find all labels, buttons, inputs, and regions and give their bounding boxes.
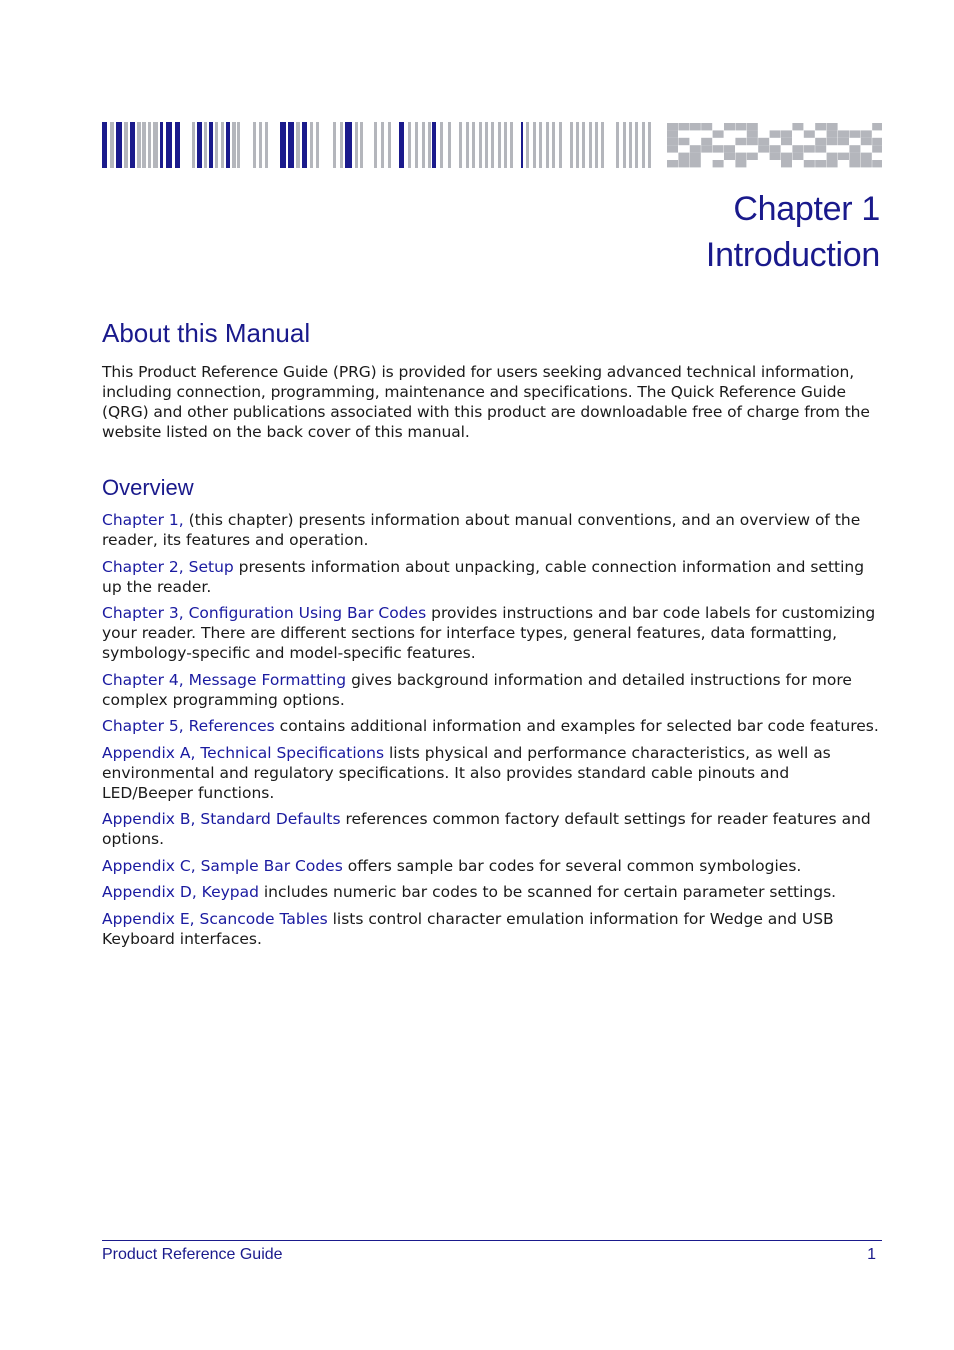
overview-item-text: gives background information and detailed instructions for more complex programming options. — [102, 670, 852, 709]
overview-item-link[interactable]: Chapter 4, Message Formatting — [102, 670, 347, 689]
overview-item — [102, 882, 882, 902]
overview-item-link[interactable]: Appendix E, Scancode Tables — [102, 909, 328, 928]
barcode-banner-graphic — [102, 122, 882, 168]
overview-item-text: lists control character emulation information for Wedge and USB Keyboard interfaces. — [102, 909, 834, 948]
overview-item — [102, 856, 882, 876]
about-heading: About this Manual — [102, 318, 311, 348]
barcode-banner-icon — [102, 122, 882, 168]
chapter-heading — [706, 186, 880, 278]
overview-item — [102, 670, 882, 710]
overview-item-text: provides instructions and bar code labels for customizing your reader. There are different sections for interface types, general features, data formatting, symbology-specific and model-specific features. — [102, 604, 876, 662]
overview-item-text: (this chapter) presents information about manual conventions, and an overview of the reader, its features and operation. — [102, 511, 861, 549]
overview-item-text: includes numeric bar codes to be scanned for certain parameter settings. — [258, 883, 837, 901]
overview-item — [102, 603, 882, 663]
overview-item-link[interactable]: Chapter 2, Setup — [102, 557, 234, 576]
overview-item — [102, 557, 882, 597]
overview-item-link[interactable]: Appendix D, Keypad — [102, 883, 259, 901]
overview-item — [102, 716, 882, 736]
overview-item-link[interactable]: Appendix B, Standard Defaults — [102, 810, 341, 828]
overview-item-link[interactable]: Chapter 3, Configuration Using Bar Codes — [102, 604, 427, 622]
overview-item-text: contains additional information and examples for selected bar code features. — [274, 717, 879, 735]
overview-item-link[interactable]: Appendix C, Sample Bar Codes — [102, 856, 343, 875]
overview-list — [102, 510, 882, 949]
overview-heading: Overview — [102, 475, 194, 500]
overview-item — [102, 909, 882, 949]
main-content — [102, 312, 882, 955]
overview-item-text: lists physical and performance characteristics, as well as environmental and regulatory specifications. It also provides standard cable pinouts and LED/Beeper functions. — [102, 743, 831, 802]
page-number: 1 — [867, 1246, 876, 1263]
about-body: This Product Reference Guide (PRG) is provided for users seeking advanced technical information, including connection, programming, maintenance and specifications. The Quick Reference Guide (QRG) and other publications associated with this product are downloadable free of charge from the website listed on the back cover of this manual. — [102, 363, 870, 441]
overview-item — [102, 743, 882, 803]
chapter-number: Chapter 1 — [733, 190, 880, 228]
overview-item-text: references common factory default settings for reader features and options. — [102, 810, 871, 848]
overview-item — [102, 510, 882, 550]
chapter-title: Introduction — [705, 236, 880, 274]
overview-item-link[interactable]: Chapter 1, — [102, 511, 184, 529]
overview-item-text: presents information about unpacking, cable connection information and setting up the reader. — [102, 557, 865, 596]
overview-item-link[interactable]: Appendix A, Technical Specifications — [102, 743, 385, 762]
footer-divider — [102, 1240, 882, 1241]
overview-item — [102, 809, 882, 849]
footer-title: Product Reference Guide — [102, 1246, 283, 1263]
overview-item-link[interactable]: Chapter 5, References — [102, 717, 275, 735]
overview-item-text: offers sample bar codes for several common symbologies. — [342, 856, 802, 875]
